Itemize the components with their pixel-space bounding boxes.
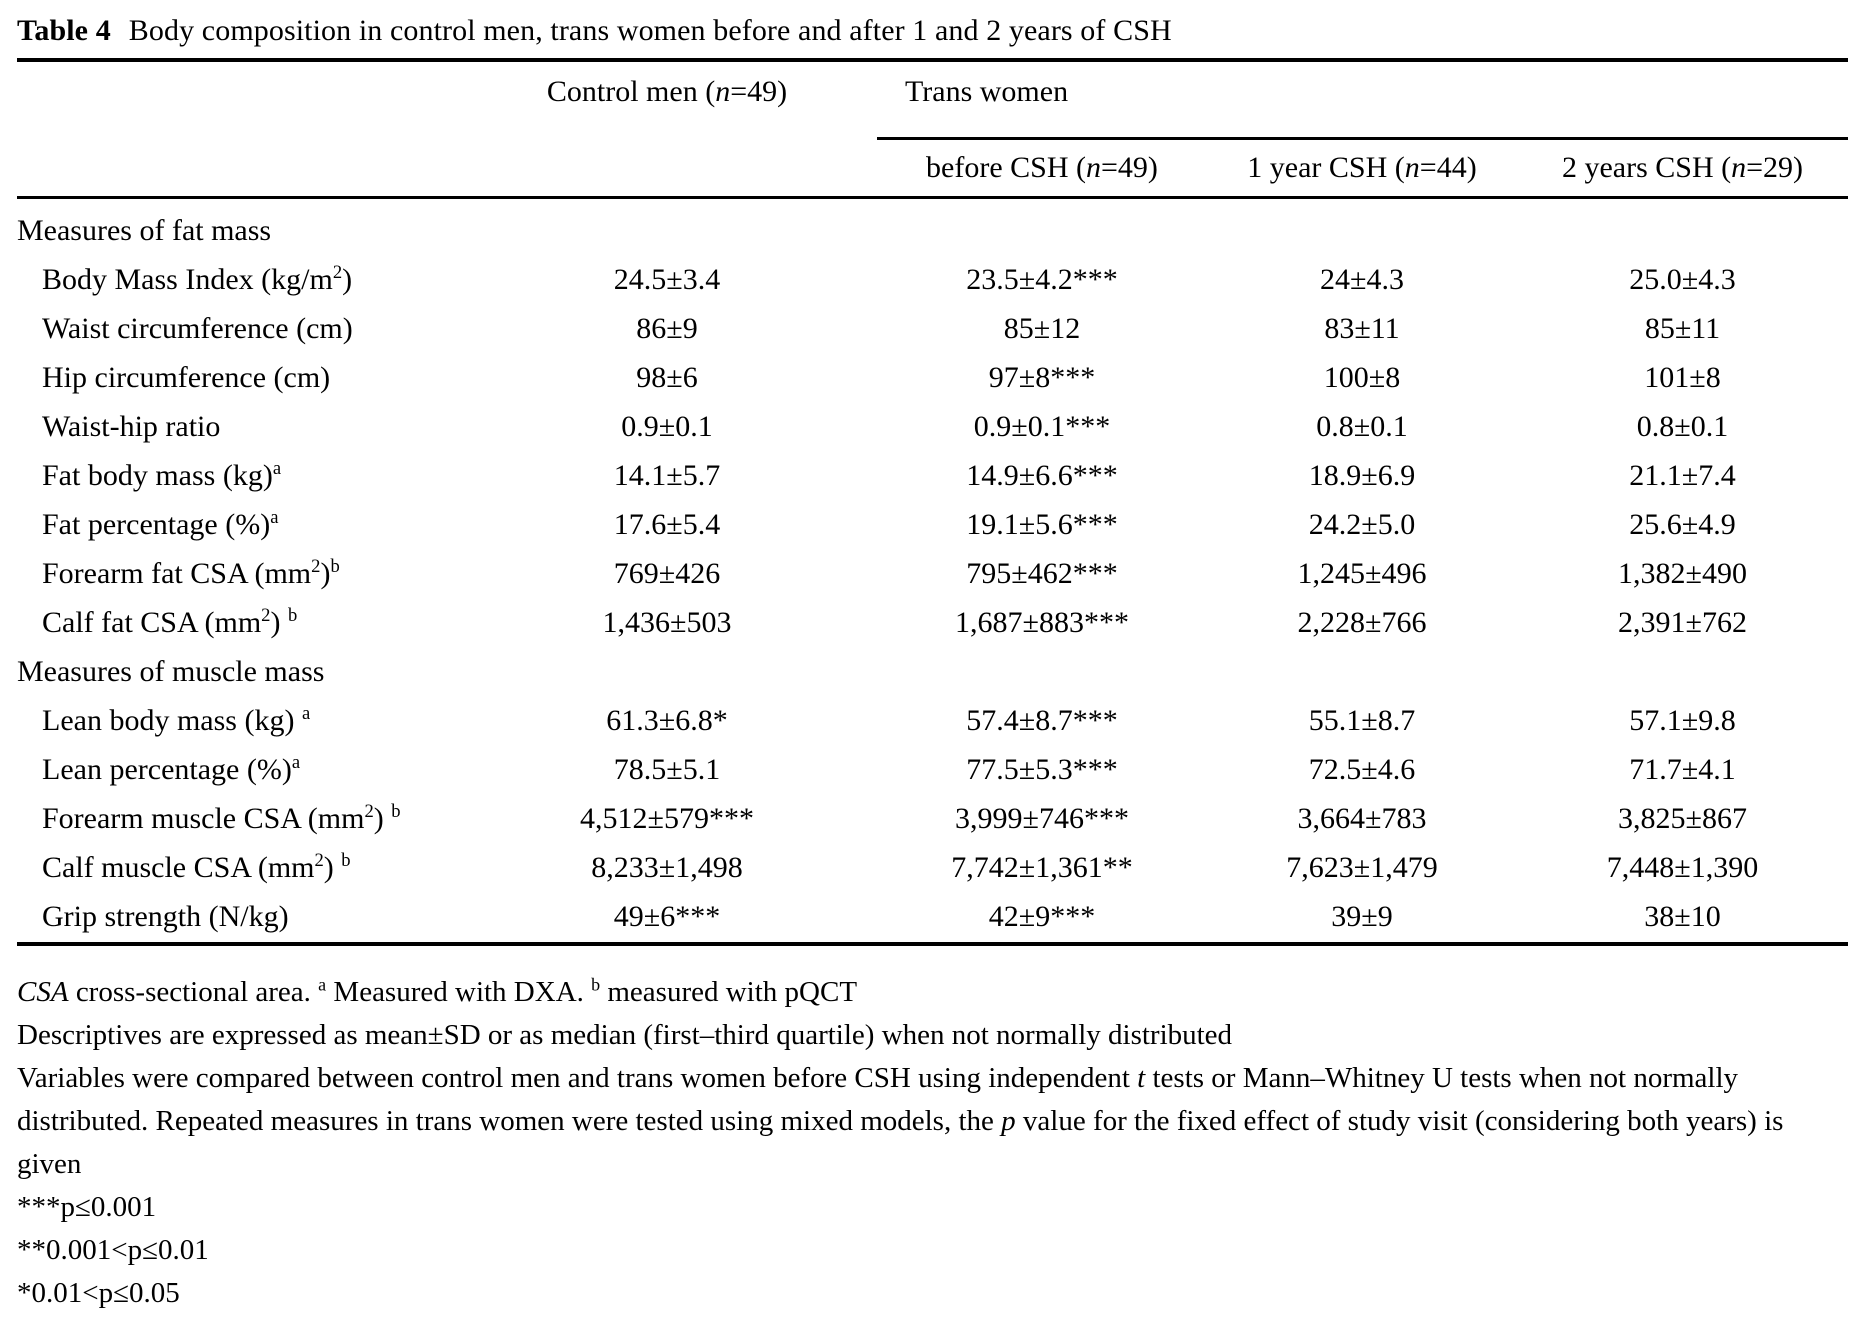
cell-value: 7,448±1,390 — [1606, 851, 1759, 884]
header-before-csh: before CSH (n=49) — [877, 138, 1207, 197]
cell-value: 25.0±4.3 — [1629, 263, 1736, 296]
table-row — [17, 452, 1848, 501]
cell-value: 23.5±4.2*** — [966, 263, 1118, 296]
cell-value: 25.6±4.9 — [1629, 508, 1736, 541]
table-section-row — [17, 648, 1848, 697]
cell-value: 39±9 — [1331, 900, 1393, 933]
cell-value: 97±8*** — [988, 361, 1096, 394]
header-empty — [17, 138, 457, 197]
cell-value: 19.1±5.6*** — [966, 508, 1118, 541]
row-label: Fat percentage (%)$^a$ — [42, 507, 279, 541]
cell-value: 17.6±5.4 — [613, 508, 721, 541]
cell-value: 7,742±1,361** — [951, 851, 1133, 884]
cell-value: 24.5±3.4 — [613, 263, 721, 296]
table-row — [17, 305, 1848, 354]
cell-value: 4,512±579*** — [580, 802, 754, 835]
footnote-sig-01: **0.001<p≤0.01 — [17, 1233, 209, 1266]
row-label: Calf muscle CSA $(mm^2)$ $^b$ — [42, 850, 351, 884]
cell-value: 77.5±5.3*** — [966, 753, 1118, 786]
cell-value: 0.8±0.1 — [1316, 410, 1408, 443]
row-label: Lean body mass (kg) $^a$ — [42, 703, 311, 737]
footnote-sig-001: ***p≤0.001 — [17, 1190, 157, 1223]
row-label: Lean percentage (%)$^a$ — [42, 752, 301, 786]
section-label: Measures of fat mass — [17, 214, 272, 247]
header-empty — [457, 138, 877, 197]
body-composition-table — [17, 62, 1848, 946]
cell-value: 57.4±8.7*** — [966, 704, 1118, 737]
table-title-text: Body composition in control men, trans women before and after 1 and 2 years of CSH — [128, 14, 1172, 47]
footnote-statistics: Variables were compared between control men and trans women before CSH using independent t tests or Mann–Whitney U tests when not normally distributed. Repeated measures in trans women were tested using mixed models, the p value for the fixed effect of study visit (considering both years) is given — [17, 1061, 1784, 1180]
cell-value: 78.5±5.1 — [613, 753, 721, 786]
cell-value: 24±4.3 — [1320, 263, 1404, 296]
header-2-years-csh: 2 years CSH (n=29) — [1517, 138, 1848, 197]
cell-value: 72.5±4.6 — [1308, 753, 1416, 786]
cell-value: 18.9±6.9 — [1308, 459, 1416, 492]
cell-value: 1,687±883*** — [955, 606, 1129, 639]
table-row — [17, 599, 1848, 648]
cell-value: 24.2±5.0 — [1308, 508, 1416, 541]
table-row — [17, 697, 1848, 746]
row-label: Forearm muscle CSA $(mm^2)$ $^b$ — [42, 801, 401, 835]
header-trans-women-group: Trans women — [877, 62, 1848, 138]
table-row — [17, 501, 1848, 550]
cell-value: 86±9 — [636, 312, 698, 345]
cell-value: 38±10 — [1644, 900, 1721, 933]
cell-value: 7,623±1,479 — [1286, 851, 1438, 884]
cell-value: 57.1±9.8 — [1629, 704, 1736, 737]
cell-value: 100±8 — [1323, 361, 1401, 394]
cell-value: 1,382±490 — [1618, 557, 1747, 590]
row-label: Forearm fat CSA $(mm^2)^b$ — [42, 556, 340, 590]
section-label: Measures of muscle mass — [17, 655, 325, 688]
header-control-men: Control men (n=49) — [546, 75, 788, 108]
row-label: Waist circumference (cm) — [42, 312, 353, 345]
cell-value: 2,391±762 — [1618, 606, 1747, 639]
cell-value: 85±12 — [1003, 312, 1081, 345]
cell-value: 769±426 — [613, 557, 721, 590]
cell-value: 1,436±503 — [602, 606, 732, 639]
table-row — [17, 256, 1848, 305]
table-row — [17, 795, 1848, 844]
cell-value: 3,825±867 — [1618, 802, 1747, 835]
cell-value: 98±6 — [636, 361, 698, 394]
cell-value: 83±11 — [1324, 312, 1400, 345]
cell-value: 3,999±746*** — [955, 802, 1129, 835]
table-section-row — [17, 197, 1848, 256]
cell-value: 2,228±766 — [1297, 606, 1427, 639]
cell-value: 49±6*** — [613, 900, 721, 933]
cell-value: 8,233±1,498 — [591, 851, 743, 884]
table-row — [17, 893, 1848, 944]
cell-value: 0.8±0.1 — [1636, 410, 1729, 443]
header-empty — [17, 62, 457, 138]
cell-value: 61.3±6.8* — [606, 704, 728, 737]
row-label: Waist-hip ratio — [42, 410, 221, 443]
cell-value: 85±11 — [1644, 312, 1721, 345]
cell-value: 3,664±783 — [1297, 802, 1427, 835]
row-label: Grip strength (N/kg) — [42, 900, 289, 933]
table-row — [17, 403, 1848, 452]
row-label: Calf fat CSA $(mm^2)$ $^b$ — [42, 605, 298, 639]
header-1-year-csh: 1 year CSH (n=44) — [1207, 138, 1517, 197]
table-row — [17, 844, 1848, 893]
table-number-label: Table 4 — [17, 14, 111, 47]
cell-value: 71.7±4.1 — [1629, 753, 1736, 786]
cell-value: 101±8 — [1644, 361, 1721, 394]
footnotes — [17, 971, 1848, 1315]
table-row — [17, 746, 1848, 795]
cell-value: 0.9±0.1*** — [973, 410, 1111, 443]
cell-value: 795±462*** — [966, 557, 1118, 590]
row-label: Hip circumference (cm) — [42, 361, 331, 394]
row-label: Body Mass Index $(kg/m^2)$ — [42, 262, 353, 296]
footnote-abbreviations: CSA cross-sectional area. $^a$ Measured with DXA. $^b$ measured with pQCT — [17, 973, 858, 1008]
header-row-groups — [17, 62, 1848, 138]
cell-value: 0.9±0.1 — [621, 410, 713, 443]
cell-value: 42±9*** — [988, 900, 1096, 933]
table-title — [17, 14, 1848, 48]
table-row — [17, 354, 1848, 403]
cell-value: 1,245±496 — [1297, 557, 1427, 590]
header-row-subgroups — [17, 138, 1848, 197]
cell-value: 14.9±6.6*** — [966, 459, 1118, 492]
cell-value: 21.1±7.4 — [1629, 459, 1736, 492]
footnote-descriptives: Descriptives are expressed as mean±SD or as median (first–third quartile) when not normally distributed — [17, 1018, 1233, 1051]
cell-value: 55.1±8.7 — [1308, 704, 1416, 737]
footnote-sig-05: *0.01<p≤0.05 — [17, 1276, 180, 1309]
table-row — [17, 550, 1848, 599]
cell-value: 14.1±5.7 — [613, 459, 721, 492]
row-label: Fat body mass (kg)$^a$ — [42, 458, 282, 492]
